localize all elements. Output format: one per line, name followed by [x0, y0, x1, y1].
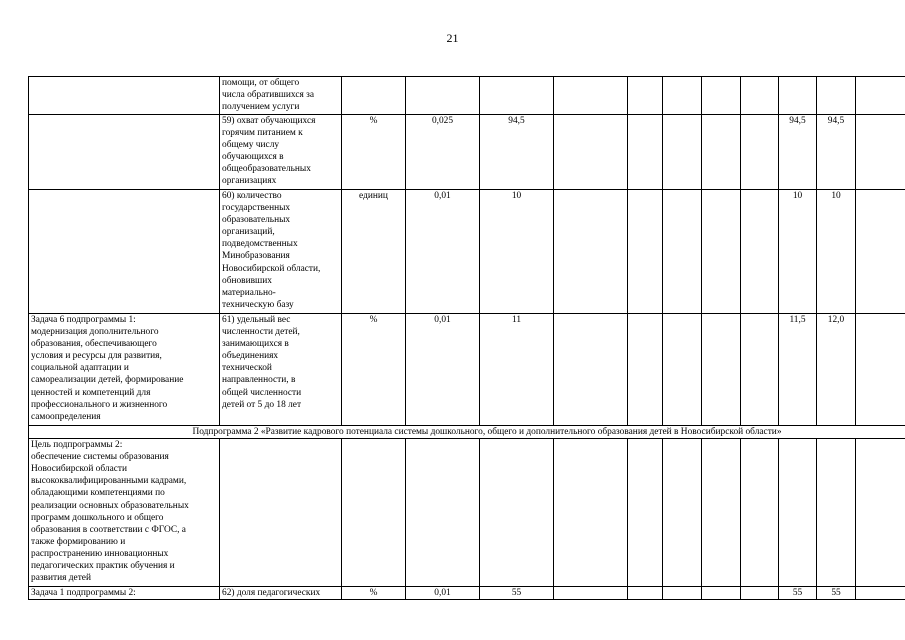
base-value-cell: 11 — [480, 314, 554, 426]
value-cell: 11,5 — [779, 314, 817, 426]
table-row — [29, 77, 905, 115]
table-row — [29, 587, 905, 600]
goal-cell — [29, 77, 220, 115]
indicator-cell: 60) количество государственных образовательных организаций, подведомственных Минобразования Новосибирской области, обновивших материально- техническую базу — [220, 190, 342, 314]
indicator-cell: помощи, от общего числа обратившихся за получением услуги — [220, 77, 342, 115]
page-number: 21 — [446, 31, 459, 45]
table-row — [29, 426, 905, 439]
weight-cell: 0,01 — [406, 190, 480, 314]
goal-cell: Задача 6 подпрограммы 1: модернизация дополнительного образования, обеспечивающего условия и ресурсы для развития, социальной адаптации и самореализации детей, формирование ценностей и компетенций для профессионального и жизненного самоопределения — [29, 314, 220, 426]
table-row — [29, 314, 905, 426]
base-value-cell: 55 — [480, 587, 554, 600]
goal-cell — [29, 115, 220, 190]
subprogram-heading: Подпрограмма 2 «Развитие кадрового потенциала системы дошкольного, общего и дополнительного образования детей в Новосибирской области» — [29, 426, 905, 439]
goal-cell: Задача 1 подпрограммы 2: — [29, 587, 220, 600]
table-row — [29, 190, 905, 314]
value-cell: 10 — [817, 190, 856, 314]
value-cell: 55 — [779, 587, 817, 600]
table-row — [29, 439, 905, 587]
goal-cell — [29, 190, 220, 314]
unit-cell: % — [342, 314, 406, 426]
indicator-cell: 61) удельный вес численности детей, занимающихся в объединениях технической направленности, в общей численности детей от 5 до 18 лет — [220, 314, 342, 426]
unit-cell: единиц — [342, 190, 406, 314]
unit-cell: % — [342, 587, 406, 600]
unit-cell: % — [342, 115, 406, 190]
value-cell: 12,0 — [817, 314, 856, 426]
goal-cell: Цель подпрограммы 2: обеспечение системы образования Новосибирской области высококвалифицированными кадрами, обладающими компетенциями по реализации основных образовательных программ дошкольного и общего образования в соответствии с ФГОС, а также формированию и распространению инновационных педагогических практик обучения и развития детей — [29, 439, 220, 587]
table-row — [29, 115, 905, 190]
value-cell: 55 — [817, 587, 856, 600]
value-cell: 94,5 — [817, 115, 856, 190]
weight-cell: 0,01 — [406, 587, 480, 600]
indicators-table — [28, 76, 905, 600]
base-value-cell: 94,5 — [480, 115, 554, 190]
weight-cell: 0,01 — [406, 314, 480, 426]
value-cell: 10 — [779, 190, 817, 314]
base-value-cell: 10 — [480, 190, 554, 314]
indicator-cell: 62) доля педагогических — [220, 587, 342, 600]
value-cell: 94,5 — [779, 115, 817, 190]
indicator-cell: 59) охват обучающихся горячим питанием к общему числу обучающихся в общеобразовательных организациях — [220, 115, 342, 190]
weight-cell: 0,025 — [406, 115, 480, 190]
unit-cell — [342, 77, 406, 115]
